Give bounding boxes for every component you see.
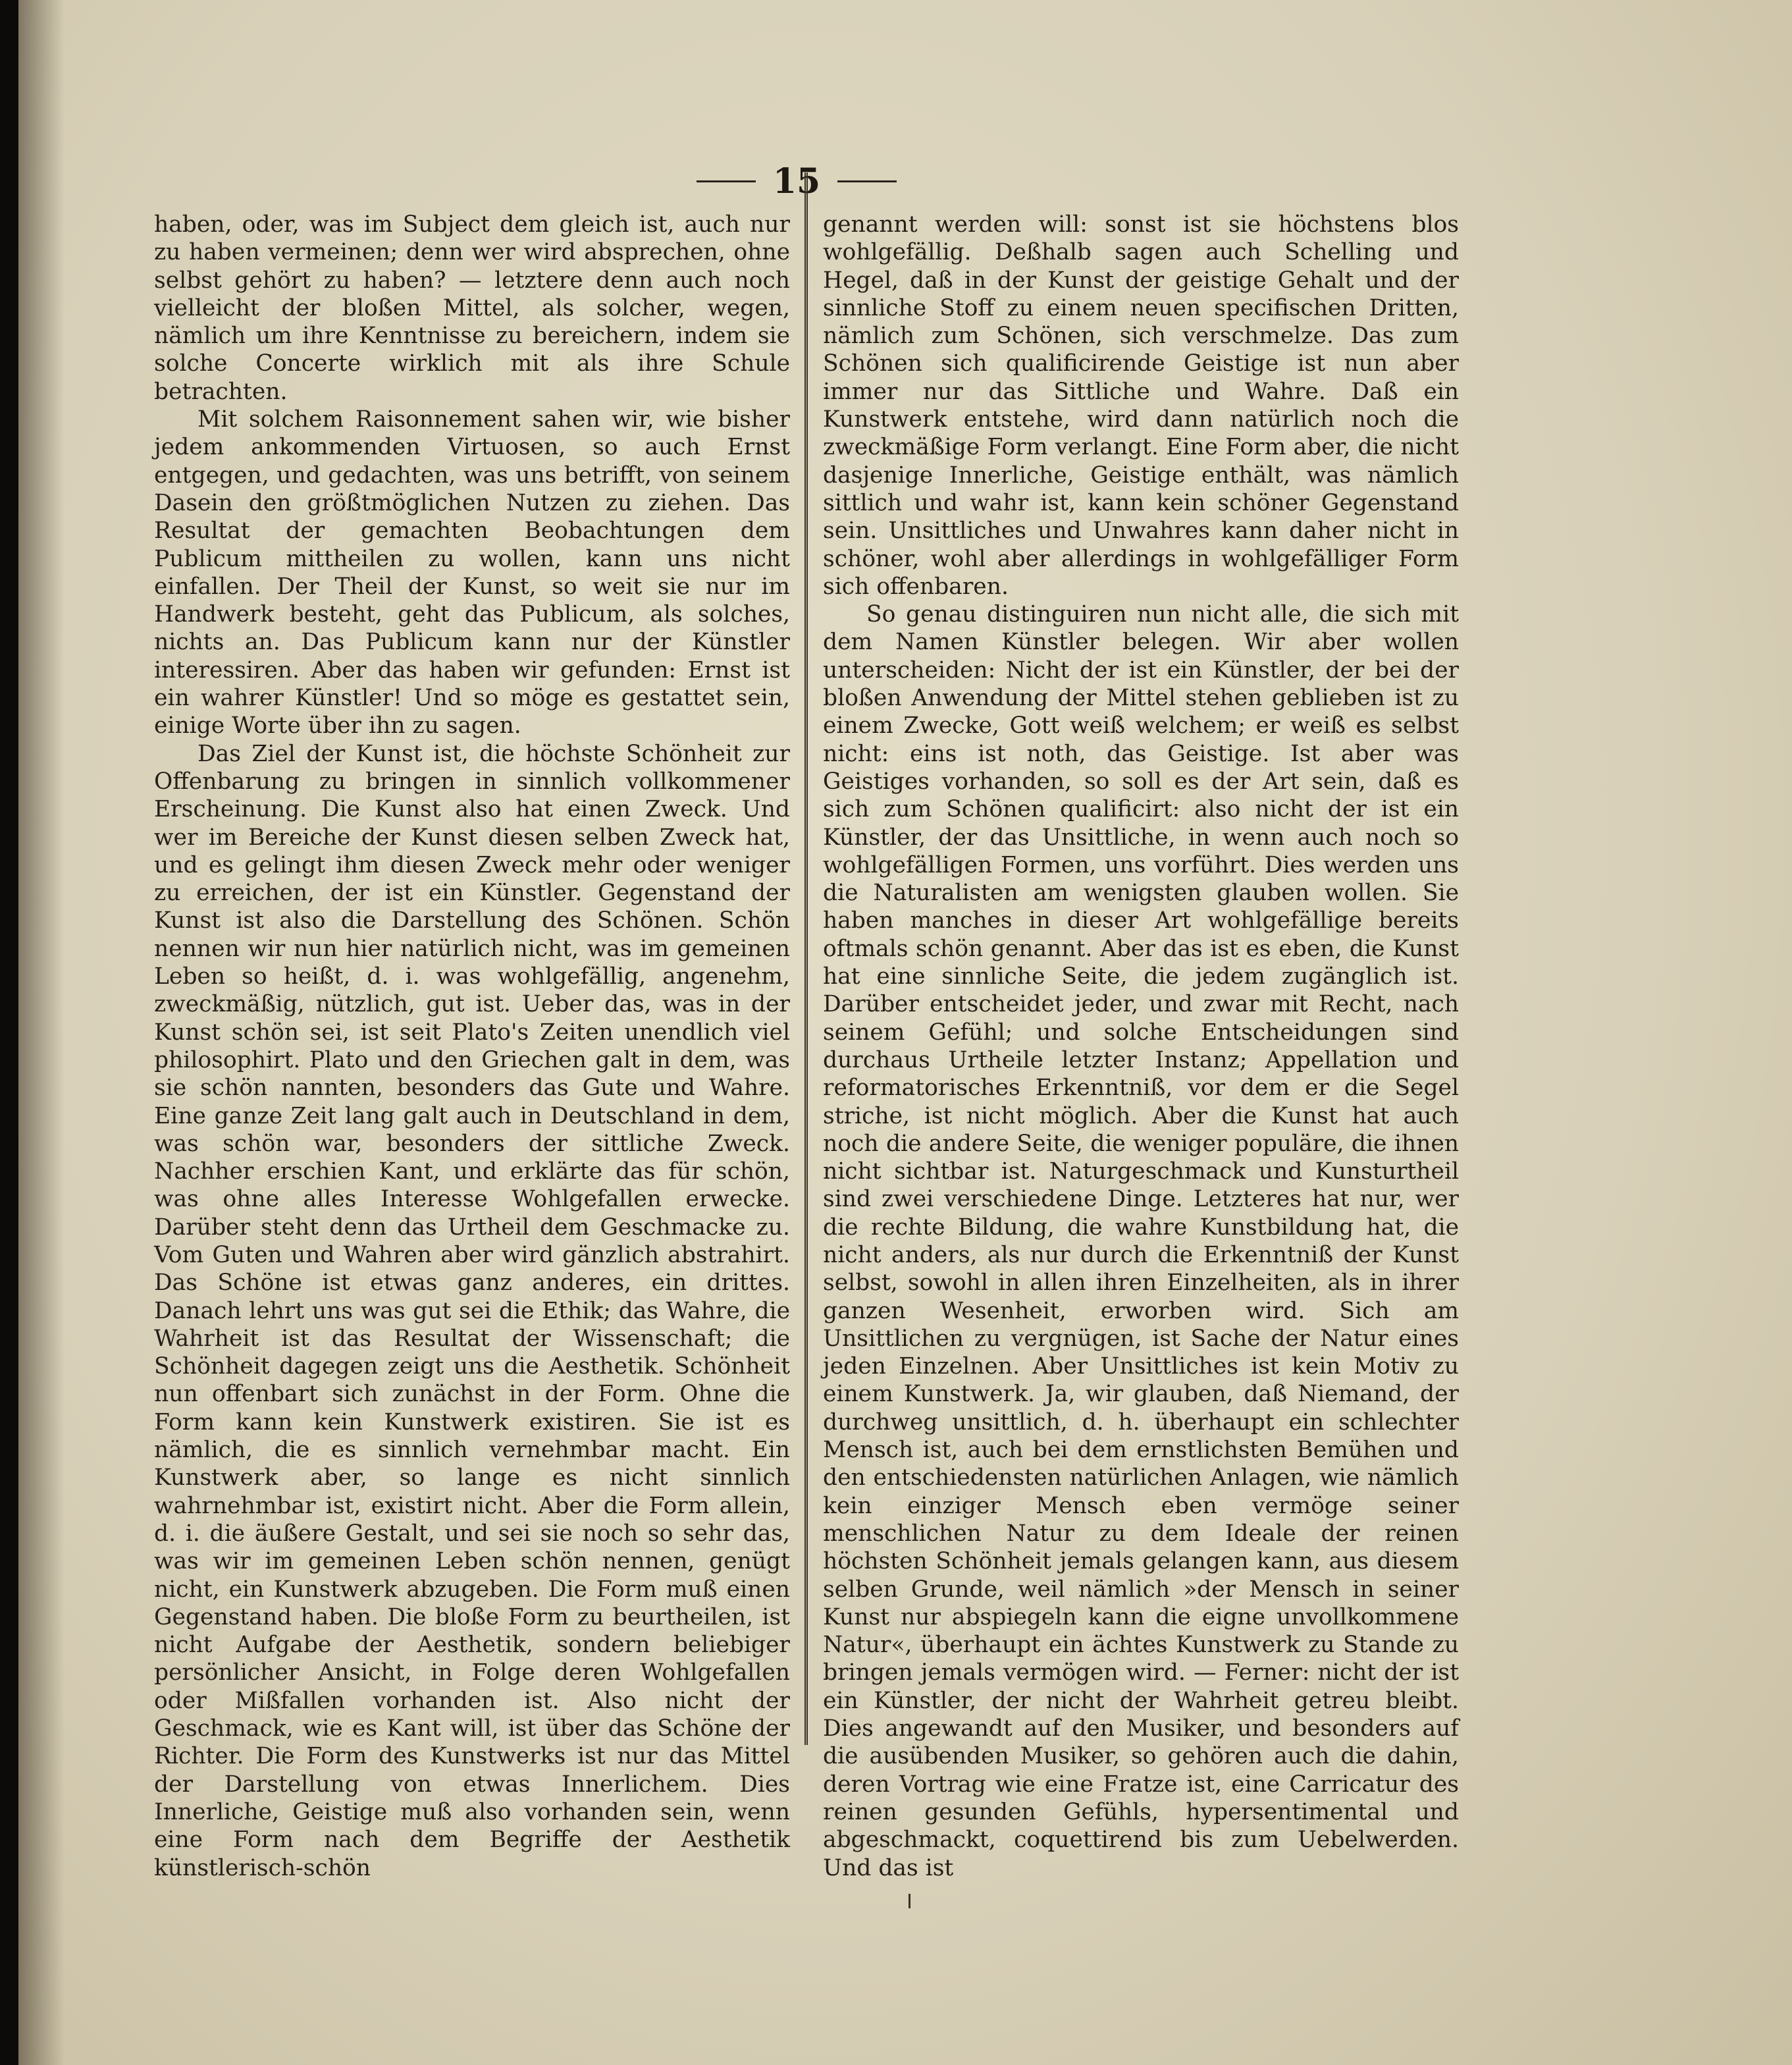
right-column bbox=[823, 211, 1459, 1882]
page-header bbox=[672, 158, 922, 204]
left-paragraph-2: Mit solchem Raisonnement sahen wir, wie bisher jedem ankommenden Virtuosen, so auch Ernst entgegen, und gedachten, was uns betrifft, von seinem Dasein den größtmöglichen Nutzen zu ziehen. Das Resultat der gemachten Beobachtungen dem Publicum mittheilen zu wollen, kann uns nicht einfallen. Der Theil der Kunst, so weit sie nur im Handwerk besteht, geht das Publicum, als solches, nichts an. Das Publicum kann nur der Künstler interessiren. Aber das haben wir gefunden: Ernst ist ein wahrer Künstler! Und so möge es gestattet sein, einige Worte über ihn zu sagen. bbox=[154, 406, 790, 739]
column-divider bbox=[804, 173, 808, 1745]
left-paragraph-3: Das Ziel der Kunst ist, die höchste Schönheit zur Offenbarung zu bringen in sinnlich vollkommener Erscheinung. Die Kunst also hat einen Zweck. Und wer im Bereiche der Kunst diesen selben Zweck hat, und es gelingt ihm diesen Zweck mehr oder weniger zu erreichen, der ist ein Künstler. Gegenstand der Kunst ist also die Darstellung des Schönen. Schön nennen wir nun hier natürlich nicht, was im gemeinen Leben so heißt, d. i. was wohlgefällig, angenehm, zweckmäßig, nützlich, gut ist. Ueber das, was in der Kunst schön sei, ist seit Plato's Zeiten unendlich viel philosophirt. Plato und den Griechen galt in dem, was sie schön nannten, besonders das Gute und Wahre. Eine ganze Zeit lang galt auch in Deutschland in dem, was schön war, besonders der sittliche Zweck. Nachher erschien Kant, und erklärte das für schön, was ohne alles Interesse Wohlgefallen erwecke. Darüber steht denn das Urtheil dem Geschmacke zu. Vom Guten und Wahren aber wird gänzlich abstrahirt. Das Schöne ist etwas ganz anderes, ein drittes. Danach lehrt uns was gut sei die Ethik; das Wahre, die Wahrheit ist das Resultat der Wissenschaft; die Schönheit dagegen zeigt uns die Aesthetik. Schönheit nun offenbart sich zunächst in der Form. Ohne die Form kann kein Kunstwerk existiren. Sie ist es nämlich, die es sinnlich vernehmbar macht. Ein Kunstwerk aber, so lange es nicht sinnlich wahrnehmbar ist, existirt nicht. Aber die Form allein, d. i. die äußere Gestalt, und sei sie noch so sehr das, was wir im gemeinen Leben schön nennen, genügt nicht, ein Kunstwerk abzugeben. Die Form muß einen Gegenstand haben. Die bloße Form zu beurtheilen, ist nicht Aufgabe der Aesthetik, sondern beliebiger persönlicher Ansicht, in Folge deren Wohlgefallen oder Mißfallen vorhanden ist. Also nicht der Geschmack, wie es Kant will, ist über das Schöne der Richter. Die Form des Kunstwerks ist nur das Mittel der Darstellung von etwas Innerlichem. Dies Innerliche, Geistige muß also vorhanden sein, wenn eine Form nach dem Begriffe der Aesthetik künstlerisch-schön bbox=[154, 740, 790, 1881]
left-column bbox=[154, 211, 790, 1882]
page-number: 15 bbox=[772, 161, 821, 201]
header-dash-right bbox=[837, 180, 897, 182]
right-paragraph-2: So genau distinguiren nun nicht alle, die sich mit dem Namen Künstler belegen. Wir aber wollen unterscheiden: Nicht der ist ein Künstler, der bei der bloßen Anwendung der Mittel stehen geblieben ist zu einem Zwecke, Gott weiß welchem; er weiß es selbst nicht: eins ist noth, das Geistige. Ist aber was Geistiges vorhanden, so soll es der Art sein, daß es sich zum Schönen qualificirt: also nicht der ist ein Künstler, der das Unsittliche, in wenn auch noch so wohlgefälligen Formen, uns vorführt. Dies werden uns die Naturalisten am wenigsten glauben wollen. Sie haben manches in dieser Art wohlgefällige bereits oftmals schön genannt. Aber das ist es eben, die Kunst hat eine sinnliche Seite, die jedem zugänglich ist. Darüber entscheidet jeder, und zwar mit Recht, nach seinem Gefühl; und solche Entscheidungen sind durchaus Urtheile letzter Instanz; Appellation und reformatorisches Erkenntniß, vor dem er die Segel striche, ist nicht möglich. Aber die Kunst hat auch noch die andere Seite, die weniger populäre, die ihnen nicht sichtbar ist. Naturgeschmack und Kunsturtheil sind zwei verschiedene Dinge. Letzteres hat nur, wer die rechte Bildung, die wahre Kunstbildung hat, die nicht anders, als nur durch die Erkenntniß der Kunst selbst, sowohl in allen ihren Einzelheiten, als in ihrer ganzen Wesenheit, erworben wird. Sich am Unsittlichen zu vergnügen, ist Sache der Natur eines jeden Einzelnen. Aber Unsittliches ist kein Motiv zu einem Kunstwerk. Ja, wir glauben, daß Niemand, der durchweg unsittlich, d. h. überhaupt ein schlechter Mensch ist, auch bei dem ernstlichsten Bemühen und den entschiedensten natürlichen Anlagen, wie nämlich kein einziger Mensch eben vermöge seiner menschlichen Natur zu dem Ideale der reinen höchsten Schönheit jemals gelangen kann, aus diesem selben Grunde, weil nämlich »der Mensch in seiner Kunst nur abspiegeln kann die eigne unvollkommene Natur«, überhaupt ein ächtes Kunstwerk zu Stande zu bringen jemals vermögen wird. — Ferner: nicht der ist ein Künstler, der nicht der Wahrheit getreu bleibt. Dies angewandt auf den Musiker, und besonders auf die ausübenden Musiker, so gehören auch die dahin, deren Vortrag wie eine Fratze ist, eine Carricatur des reinen gesunden Gefühls, hypersentimental und abgeschmackt, coquettirend bis zum Uebelwerden. Und das ist bbox=[823, 601, 1459, 1881]
header-dash-left bbox=[697, 180, 756, 182]
bottom-mark bbox=[909, 1894, 910, 1908]
left-paragraph-1: haben, oder, was im Subject dem gleich ist, auch nur zu haben vermeinen; denn wer wird absprechen, ohne selbst gehört zu haben? — letztere denn auch noch vielleicht der bloßen Mittel, als solcher, wegen, nämlich um ihre Kenntnisse zu bereichern, indem sie solche Concerte wirklich mit als ihre Schule betrachten. bbox=[154, 211, 790, 405]
page-gutter-shadow bbox=[18, 0, 65, 2065]
right-paragraph-1: genannt werden will: sonst ist sie höchstens blos wohlgefällig. Deßhalb sagen auch Schelling und Hegel, daß in der Kunst der geistige Gehalt und der sinnliche Stoff zu einem neuen specifischen Dritten, nämlich zum Schönen, sich verschmelze. Das zum Schönen sich qualificirende Geistige ist nun aber immer nur das Sittliche und Wahre. Daß ein Kunstwerk entstehe, wird dann natürlich noch die zweckmäßige Form verlangt. Eine Form aber, die nicht dasjenige Innerliche, Geistige enthält, was nämlich sittlich und wahr ist, kann kein schöner Gegenstand sein. Unsittliches und Unwahres kann daher nicht in schöner, wohl aber allerdings in wohlgefälliger Form sich offenbaren. bbox=[823, 211, 1459, 600]
